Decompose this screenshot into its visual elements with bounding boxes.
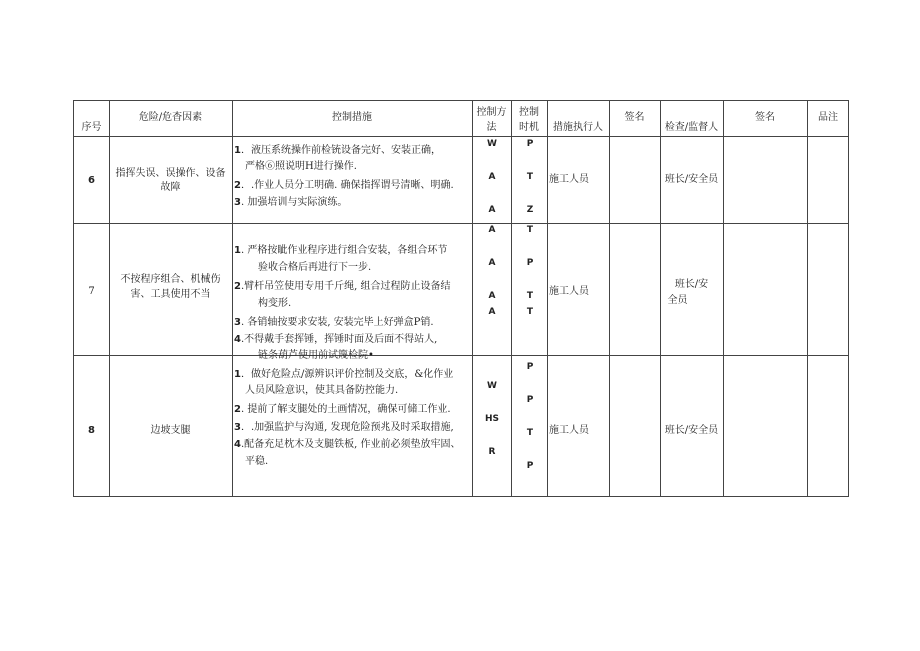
row6-timing-2: T [526, 172, 534, 182]
row7-method-2: A [488, 258, 496, 268]
row7-measure-4b: 链条葫芦使用前试篾检院• [258, 350, 374, 361]
row6-method-1: W [487, 139, 497, 149]
row7-timing-2: P [526, 258, 534, 268]
row7-executor: 施工人员 [549, 286, 589, 297]
row6-hazard-line1: 指挥失误、误操作、设备 [115, 168, 226, 179]
col-divider [723, 101, 724, 496]
row7-measure-1: 1. 严格按眦作业程序进行组合安装，各组合环节 [234, 245, 448, 256]
row6-timing-1: P [526, 139, 534, 149]
col-divider [807, 101, 808, 496]
row-divider [74, 223, 848, 224]
row6-method-3: A [488, 205, 496, 215]
header-timing-line2: 时机 [519, 122, 539, 133]
row7-measure-2b: 构变形. [258, 298, 292, 309]
row7-seq: 7 [88, 286, 95, 297]
col-divider [232, 101, 233, 496]
row6-measure-1b: 严格⑥照说明H进行操作. [245, 161, 357, 172]
row8-measure-1b: 人员风险意识，使其具备防控能力. [245, 385, 399, 396]
row6-hazard-line2: 故障 [160, 182, 181, 193]
row8-method-1: W [487, 381, 497, 391]
row8-timing-4: P [526, 461, 534, 471]
row8-method-3: R [488, 447, 496, 457]
row8-measure-1: 1．做好危险点/源辨识评价控制及交底，&化作业 [234, 369, 454, 380]
row6-inspector: 班长/安全员 [664, 174, 719, 185]
row6-method-2: A [488, 172, 496, 182]
row8-measure-3: 3．.加强监护与沟通, 发现危险预兆及时采取措施, [234, 422, 454, 433]
row8-executor: 施工人员 [549, 425, 589, 436]
header-timing-line1: 控制 [519, 107, 539, 118]
row8-measure-4: 4.配备充足枕木及支腿铁板, 作业前必须垫放牢固、 [234, 439, 461, 450]
row8-measure-4b: 平稳. [245, 456, 269, 467]
row7-timing-4: T [526, 307, 534, 317]
header-sign1: 签名 [624, 112, 645, 123]
row7-inspector-line1: 班长/安 [674, 279, 709, 290]
row7-measure-2: 2.臂杆吊笠使用专用千斤绳, 组合过程防止设备结 [234, 281, 451, 292]
header-sign2: 签名 [755, 112, 775, 123]
row7-method-1: A [488, 225, 496, 235]
row8-inspector: 班长/安全员 [664, 425, 719, 436]
row8-timing-1: P [526, 362, 534, 372]
row7-measure-4: 4.不得戴手套挥锤，挥锤时面及后面不得站人, [234, 334, 438, 345]
row7-method-3: A [488, 291, 496, 301]
row7-hazard-line2: 害、工具使用不当 [130, 289, 211, 300]
hazard-control-table [73, 100, 849, 497]
row6-measure-3: 3. 加强培训与实际演练。 [234, 197, 348, 208]
header-hazard: 危险/危杳因素 [138, 112, 203, 123]
row8-timing-3: T [526, 428, 534, 438]
row8-timing-2: P [526, 395, 534, 405]
row6-timing-3: Z [526, 205, 534, 215]
row6-executor: 施工人员 [549, 174, 589, 185]
row7-hazard-line1: 不按程序组合、机械伤 [120, 274, 221, 285]
row8-seq: 8 [88, 425, 95, 436]
header-method-line2: 法 [486, 122, 497, 133]
row8-method-2: HS [484, 414, 499, 424]
row7-measure-1b: 验收合格后再进行下一步. [258, 262, 372, 273]
row7-method-4: A [488, 307, 496, 317]
row8-measure-2: 2. 提前了解支腿处的土画情况，确保可储工作业. [234, 404, 451, 415]
header-inspector: 检查/监督人 [664, 122, 719, 133]
row6-seq: 6 [88, 175, 95, 186]
header-executor: 措施执行人 [553, 122, 603, 133]
header-measures: 控制措施 [332, 112, 372, 123]
row7-timing-3: T [526, 291, 534, 301]
col-divider [609, 101, 610, 496]
row6-measure-1: 1．液压系统操作前检铳设备完好、安装正确， [234, 145, 441, 156]
header-divider [74, 136, 848, 137]
row-divider [74, 355, 848, 356]
row7-measure-3: 3. 各销轴按要求安装, 安装完毕上好弹盒P销. [234, 317, 434, 328]
header-seq: 序号 [81, 122, 102, 133]
row6-measure-2: 2．.作业人员分工明确. 确保指挥谓号清晰、明确. [234, 180, 454, 191]
row7-timing-1: T [526, 225, 534, 235]
header-remark: 品注 [818, 112, 838, 123]
row7-inspector-line2: 全员 [667, 295, 688, 306]
row8-hazard: 边坡支腿 [150, 425, 191, 436]
header-method-line1: 控制方 [476, 107, 507, 118]
